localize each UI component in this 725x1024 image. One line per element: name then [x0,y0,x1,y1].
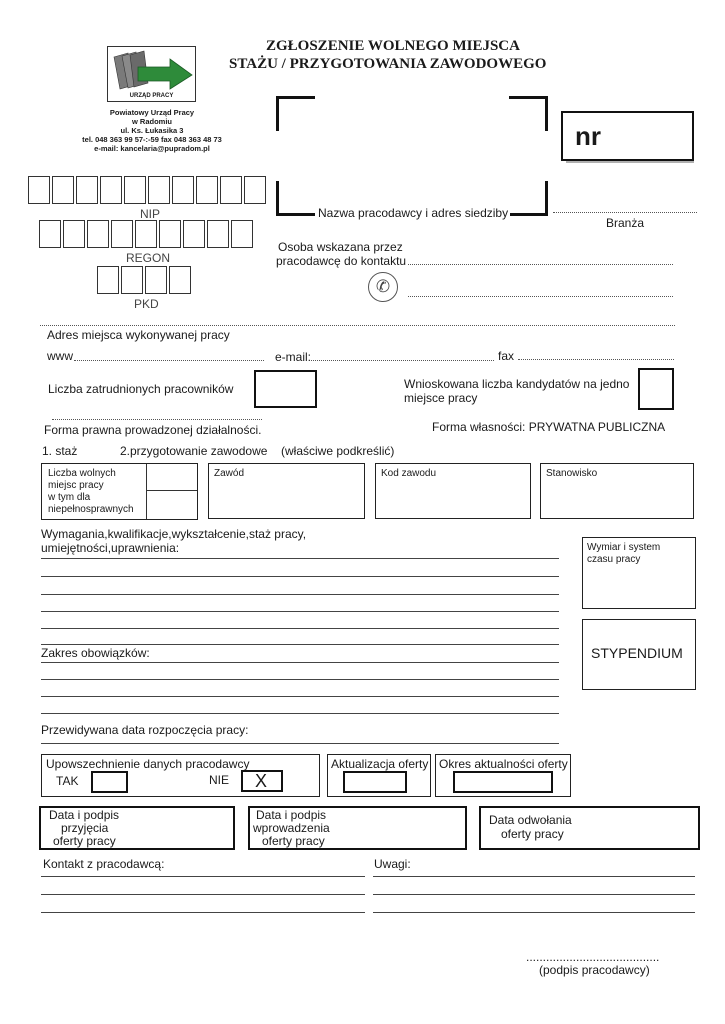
requirements-label-1: Wymagania,kwalifikacje,wykształcenie,staż pracy, [41,527,307,541]
form-title-line2: STAŻU / PRZYGOTOWANIA ZAWODOWEGO [229,56,547,72]
employee-count-box[interactable] [254,370,317,408]
email-label: e-mail: [275,350,312,364]
occupation-code-label: Kod zawodu [381,468,437,479]
validity-box [435,754,571,797]
start-date-line[interactable] [41,743,559,744]
update-field[interactable] [343,771,407,793]
occupation-code-box[interactable] [375,463,531,519]
cancellation-box[interactable] [479,806,700,850]
occupation-box[interactable] [208,463,365,519]
update-box [327,754,431,797]
office-email: e-mail: kancelaria@pupradom.pl [94,144,210,153]
validity-field[interactable] [453,771,553,793]
job-title-box[interactable] [540,463,694,519]
entry-label-1: Data i podpis [256,808,327,822]
employer-bracket[interactable] [276,96,548,216]
office-city: w Radomiu [131,117,172,126]
type-option-vocational[interactable]: 2.przygotowanie zawodowe [120,444,268,458]
requirements-label-2: umiejętności,uprawnienia: [41,541,180,555]
free-places-label-2: miejsc pracy [48,480,104,491]
contact-employer-label: Kontakt z pracodawcą: [43,857,165,871]
entry-label-3: oferty pracy [262,834,325,848]
address-top-line [40,325,675,326]
candidates-label-2: miejsce pracy [404,391,478,405]
validity-label: Okres aktualności oferty [439,757,568,771]
worktime-box[interactable] [582,537,696,609]
regon-label: REGON [126,251,171,265]
legal-form-line[interactable] [52,419,262,420]
workplace-address-label: Adres miejsca wykonywanej pracy [47,328,230,342]
email-field[interactable] [311,360,494,361]
free-places-label-1: Liczba wolnych [48,468,116,479]
contact-label-1: Osoba wskazana przez [278,240,403,254]
branch-line[interactable] [553,212,697,213]
fax-field[interactable] [518,359,674,360]
worktime-label-2: czasu pracy [587,554,641,565]
update-label: Aktualizacja oferty [331,757,429,771]
publication-no-checkbox[interactable] [241,770,283,792]
candidates-box[interactable] [638,368,674,410]
free-places-box[interactable] [41,463,198,520]
logo [107,46,196,102]
entry-signature-box[interactable] [248,806,467,850]
publication-yes-checkbox[interactable] [91,771,128,793]
publication-box [41,754,320,797]
form-title-line1: ZGŁOSZENIE WOLNEGO MIEJSCA [266,38,520,54]
stipend-label: STYPENDIUM [591,645,683,661]
pkd-label: PKD [134,297,159,311]
nr-label: nr [575,121,601,151]
duties-label: Zakres obowiązków: [41,646,150,660]
contact-line-2[interactable] [408,296,673,297]
entry-label-2: wprowadzenia [253,821,330,835]
acceptance-label-1: Data i podpis [49,808,120,822]
publication-no-mark: X [255,771,268,791]
cancellation-label-2: oferty pracy [501,827,564,841]
cancellation-label-1: Data odwołania [489,813,572,827]
publication-yes-label: TAK [56,774,79,788]
nip-label: NIP [140,207,161,221]
publication-no-label: NIE [209,773,230,787]
notes-label: Uwagi: [374,857,411,871]
legal-form-label: Forma prawna prowadzonej działalności. [44,423,262,437]
worktime-label-1: Wymiar i system [587,542,661,553]
signature-label: (podpis pracodawcy) [539,963,650,977]
job-title-label: Stanowisko [546,468,598,479]
occupation-label: Zawód [214,468,245,479]
contact-label-2: pracodawcę do kontaktu [276,254,407,268]
nr-box[interactable] [561,111,694,161]
fax-label: fax [498,349,515,363]
ownership-label: Forma własności: PRYWATNA PUBLICZNA [432,420,666,434]
signature-dots[interactable]: ........................................ [526,950,660,964]
www-field[interactable] [74,360,264,361]
type-note: (właściwe podkreślić) [281,444,395,458]
logo-arrows-icon [108,47,195,91]
candidates-label-1: Wnioskowana liczba kandydatów na jedno [404,377,630,391]
office-street: ul. Ks. Łukasika 3 [120,126,184,135]
acceptance-label-3: oferty pracy [53,834,116,848]
acceptance-label-2: przyjęcia [61,821,109,835]
acceptance-signature-box[interactable] [39,806,235,850]
free-places-label-4: niepełnosprawnych [48,504,134,515]
contact-line-1[interactable] [408,264,673,265]
logo-text: URZĄD PRACY [129,93,174,99]
www-label: www [47,349,73,363]
employee-count-label: Liczba zatrudnionych pracowników [48,382,234,396]
type-option-internship[interactable]: 1. staż [42,444,78,458]
free-places-label-3: w tym dla [48,492,91,503]
employer-name-label: Nazwa pracodawcy i adres siedziby [318,206,509,220]
publication-label: Upowszechnienie danych pracodawcy [46,757,250,771]
office-phone: tel. 048 363 99 57-:-59 fax 048 363 48 73 [82,135,222,144]
start-date-label: Przewidywana data rozpoczęcia pracy: [41,723,249,737]
phone-icon: ✆ [368,272,398,302]
branch-label: Branża [606,216,645,230]
office-name: Powiatowy Urząd Pracy [109,108,195,117]
stipend-box[interactable] [582,619,696,690]
